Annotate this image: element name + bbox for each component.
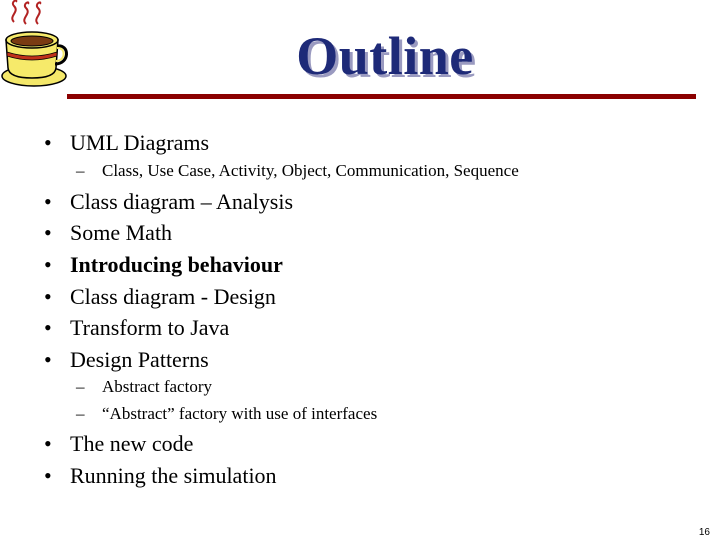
item-label: Abstract factory <box>102 377 212 396</box>
item-label: UML Diagrams <box>70 130 210 155</box>
dash-marker: – <box>76 377 85 396</box>
dash-marker: – <box>76 404 85 423</box>
item-label: “Abstract” factory with use of interfaces <box>102 404 378 423</box>
item-label: Some Math <box>70 220 173 245</box>
item-label: Introducing behaviour <box>70 252 283 277</box>
bullet-marker: • <box>44 189 52 214</box>
bullet-marker: • <box>44 347 52 372</box>
bullet-marker: • <box>44 130 52 155</box>
bullet-marker: • <box>44 431 52 456</box>
bullet-marker: • <box>44 284 52 309</box>
item-label: Running the simulation <box>70 463 277 488</box>
bullet-marker: • <box>44 463 52 488</box>
slide-title: Outline <box>296 26 474 86</box>
item-label: Transform to Java <box>70 315 230 340</box>
item-label: Class diagram – Analysis <box>70 189 294 214</box>
item-label: The new code <box>70 431 194 456</box>
item-label: Design Patterns <box>70 347 209 372</box>
item-label: Class diagram - Design <box>70 284 276 309</box>
bullet-marker: • <box>44 315 52 340</box>
bullet-marker: • <box>44 220 52 245</box>
dash-marker: – <box>76 161 85 180</box>
item-label: Class, Use Case, Activity, Object, Communication, Sequence <box>102 161 519 180</box>
page-number: 16 <box>698 527 710 538</box>
bullet-marker: • <box>44 252 52 277</box>
